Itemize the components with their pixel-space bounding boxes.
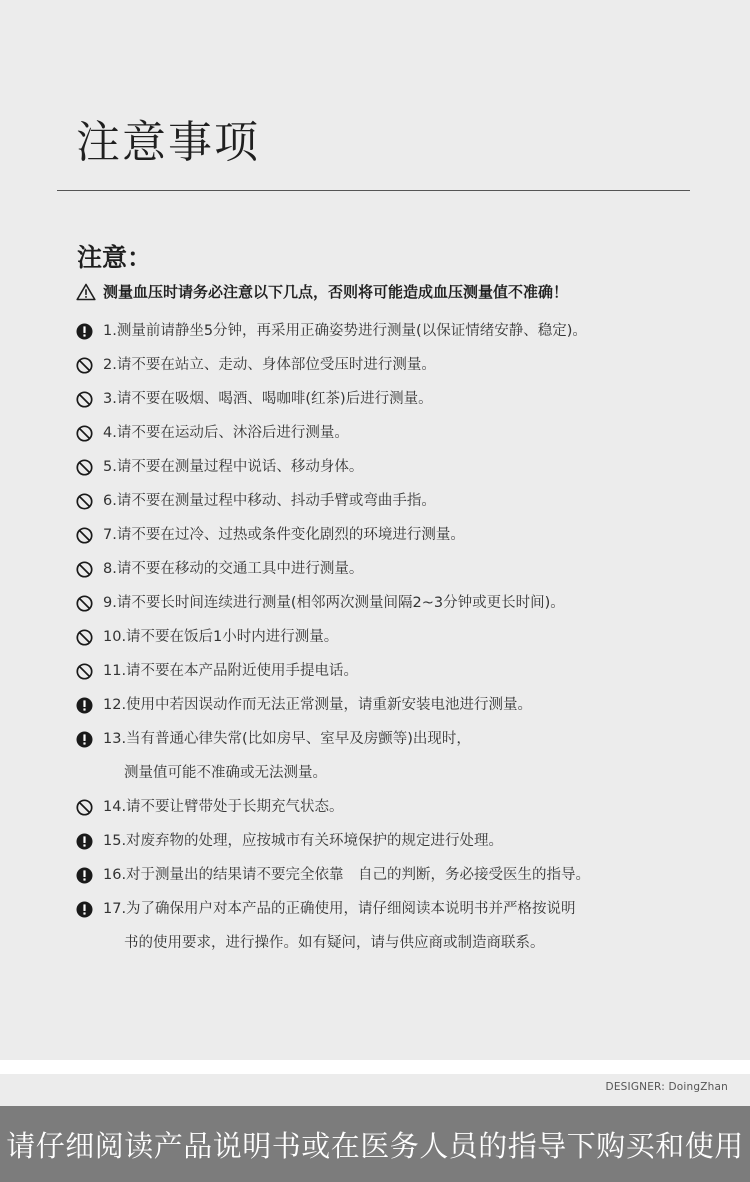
prohibited-icon: [76, 450, 94, 484]
list-item: [76, 518, 716, 552]
list-item-text: [103, 484, 436, 518]
list-item: [76, 450, 716, 484]
list-item-text: [103, 518, 465, 552]
list-item: [76, 824, 716, 858]
list-item-text: [103, 348, 436, 382]
list-item: [76, 348, 716, 382]
list-item-line: 1.测量前请静坐5分钟，再采用正确姿势进行测量(以保证情绪安静、稳定)。: [103, 323, 587, 339]
designer-credit: DESIGNER: DoingZhan: [605, 1081, 728, 1093]
separator-band: [0, 1060, 750, 1074]
page-title: 注意事项: [76, 117, 260, 168]
list-item: [76, 484, 716, 518]
exclamation-icon: [76, 824, 94, 858]
list-item-line: 14.请不要让臂带处于长期充气状态。: [103, 799, 344, 815]
list-item-text: [103, 620, 338, 654]
list-item-line: 7.请不要在过冷、过热或条件变化剧烈的环境进行测量。: [103, 527, 465, 543]
list-item-line: 12.使用中若因误动作而无法正常测量，请重新安装电池进行测量。: [103, 697, 533, 713]
list-item-line: 9.请不要长时间连续进行测量(相邻两次测量间隔2~3分钟或更长时间)。: [103, 595, 565, 611]
list-item-text: [103, 790, 344, 824]
list-item-line: 5.请不要在测量过程中说话、移动身体。: [103, 459, 364, 475]
list-item-text: [103, 892, 576, 960]
footer-text: 请仔细阅读产品说明书或在医务人员的指导下购买和使用: [6, 1128, 744, 1163]
title-divider: [57, 190, 690, 191]
list-item-text: [103, 688, 532, 722]
list-item: [76, 722, 716, 790]
prohibited-icon: [76, 620, 94, 654]
list-item: [76, 688, 716, 722]
prohibited-icon: [76, 416, 94, 450]
list-item-line: 4.请不要在运动后、沐浴后进行测量。: [103, 425, 349, 441]
list-item: [76, 654, 716, 688]
list-item-line: 13.当有普通心律失常(比如房早、室早及房颤等)出现时，: [103, 731, 471, 747]
list-item: [76, 416, 716, 450]
exclamation-icon: [76, 314, 94, 348]
list-item-continuation: 测量值可能不准确或无法测量。: [124, 765, 327, 781]
prohibited-icon: [76, 790, 94, 824]
list-item-text: [103, 314, 587, 348]
prohibited-icon: [76, 382, 94, 416]
list-item: [76, 858, 716, 892]
prohibited-icon: [76, 654, 94, 688]
list-item-text: [103, 858, 590, 892]
list-item-text: [103, 552, 363, 586]
list-item-line: 11.请不要在本产品附近使用手提电话。: [103, 663, 359, 679]
list-item-text: [103, 824, 503, 858]
prohibited-icon: [76, 552, 94, 586]
list-item-line: 3.请不要在吸烟、喝酒、喝咖啡(红茶)后进行测量。: [103, 391, 433, 407]
list-item-line: 6.请不要在测量过程中移动、抖动手臂或弯曲手指。: [103, 493, 436, 509]
list-item-line: 10.请不要在饭后1小时内进行测量。: [103, 629, 339, 645]
prohibited-icon: [76, 484, 94, 518]
list-item-continuation: 书的使用要求，进行操作。如有疑问，请与供应商或制造商联系。: [124, 935, 545, 951]
list-item: [76, 892, 716, 960]
list-item-text: [103, 450, 363, 484]
list-item-line: 8.请不要在移动的交通工具中进行测量。: [103, 561, 364, 577]
list-item-text: [103, 586, 565, 620]
list-item: [76, 790, 716, 824]
list-item-line: 2.请不要在站立、走动、身体部位受压时进行测量。: [103, 357, 436, 373]
list-item-text: [103, 722, 471, 790]
list-item-line: 16.对于测量出的结果请不要完全依靠 自己的判断，务必接受医生的指导。: [103, 867, 591, 883]
warning-triangle-icon: [76, 283, 96, 301]
list-item: [76, 382, 716, 416]
exclamation-icon: [76, 688, 94, 722]
prohibited-icon: [76, 586, 94, 620]
warning-text: 测量血压时请务必注意以下几点，否则将可能造成血压测量值不准确！: [103, 283, 569, 301]
exclamation-icon: [76, 858, 94, 892]
prohibited-icon: [76, 518, 94, 552]
list-item-text: [103, 382, 433, 416]
list-item-text: [103, 416, 349, 450]
warning-statement: [76, 281, 568, 302]
list-item: [76, 620, 716, 654]
notice-subheading: 注意：: [77, 243, 153, 272]
list-item-line: 17.为了确保用户对本产品的正确使用，请仔细阅读本说明书并严格按说明: [103, 901, 576, 917]
list-item-text: [103, 654, 358, 688]
prohibited-icon: [76, 348, 94, 382]
list-item: [76, 586, 716, 620]
precautions-list: [76, 314, 716, 960]
exclamation-icon: [76, 722, 94, 756]
footer-banner: [0, 1106, 750, 1182]
list-item-line: 15.对废弃物的处理，应按城市有关环境保护的规定进行处理。: [103, 833, 504, 849]
exclamation-icon: [76, 892, 94, 926]
list-item: [76, 314, 716, 348]
list-item: [76, 552, 716, 586]
